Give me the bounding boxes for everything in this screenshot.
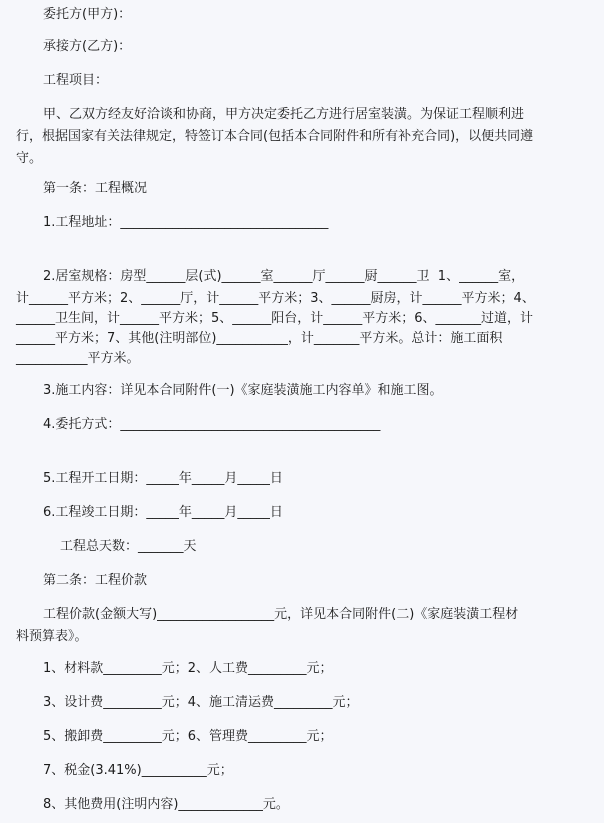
project-line: 工程项目： [43, 73, 109, 88]
party-b-line: 承接方(乙方)： [43, 39, 132, 54]
preamble-line-2: 行，根据国家有关法律规定，特签订本合同(包括本合同附件和所有补充合同)，以便共同遵 [16, 129, 534, 144]
layout-line-5: ___________平方米。 [16, 351, 140, 366]
content-line: 3.施工内容：详见本合同附件(一)《家庭装潢施工内容单》和施工图。 [43, 383, 443, 398]
article1-heading: 第一条：工程概况 [43, 181, 148, 196]
layout-line-3: ______卫生间，计______平方米；5、______阳台，计______平方米；6、_______过道，计 [16, 311, 534, 326]
fee-items-line-5: 8、其他费用(注明内容)_____________元。 [43, 797, 289, 812]
method-line: 4.委托方式：________________________________________ [43, 417, 381, 432]
fee-items-line-2: 3、设计费_________元；4、施工清运费_________元； [43, 695, 359, 710]
preamble-line-1: 甲、乙双方经友好洽谈和协商，甲方决定委托乙方进行居室装潢。为保证工程顺利进 [43, 107, 525, 122]
end-date-line: 6.工程竣工日期：_____年_____月_____日 [43, 505, 283, 520]
layout-line-1: 2.居室规格：房型______层(式)______室______厅______厨______卫 1、______室， [43, 269, 525, 284]
layout-line-2: 计______平方米；2、______厅，计______平方米；3、______厨房，计______平方米；4、 [16, 291, 535, 306]
fee-items-line-1: 1、材料款_________元；2、人工费_________元； [43, 661, 333, 676]
fee-items-line-3: 5、搬卸费_________元；6、管理费_________元； [43, 729, 333, 744]
fee-items-line-4: 7、税金(3.41%)__________元； [43, 763, 233, 778]
article2-heading: 第二条：工程价款 [43, 573, 148, 588]
price-line-2: 料预算表》。 [16, 629, 88, 644]
price-line-1: 工程价款(金额大写)__________________元，详见本合同附件(二)《家庭装潢工程材 [43, 607, 519, 622]
start-date-line: 5.工程开工日期：_____年_____月_____日 [43, 471, 283, 486]
layout-line-4: ______平方米；7、其他(注明部位)___________，计_______平方米。总计：施工面积 [16, 331, 503, 346]
party-a-line: 委托方(甲方)： [43, 7, 132, 22]
address-line: 1.工程地址：________________________________ [43, 215, 329, 230]
preamble-line-3: 守。 [16, 151, 43, 166]
total-days-line: 工程总天数：_______天 [60, 539, 197, 554]
